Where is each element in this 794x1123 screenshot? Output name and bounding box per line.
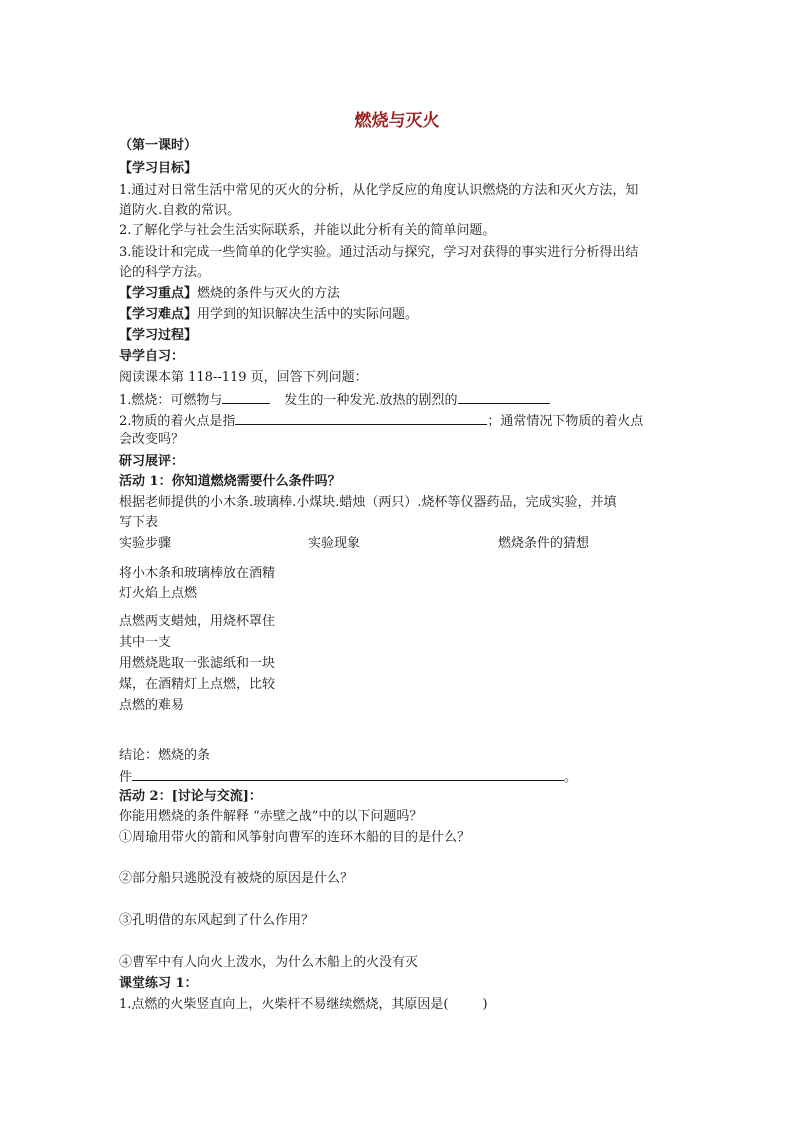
answer-blank-2[interactable] [458,390,550,404]
objective-2: 2.了解化学与社会生活实际联系，并能以此分析有关的简单问题。 [119,223,496,238]
answer-blank-1[interactable] [222,390,270,404]
activity-1-intro-line-1: 根据老师提供的小木条.玻璃棒.小煤块.蜡烛（两只）.烧杯等仪器药品，完成实验，并填 [119,495,617,510]
period-label: （第一课时） [119,138,198,153]
answer-blank-4[interactable] [132,767,564,781]
table-row-1-line-1: 将小木条和玻璃棒放在酒精 [119,566,276,581]
answer-blank-3[interactable] [235,411,487,425]
conclusion-label: 件 [119,770,133,785]
table-row-2-line-1: 点燃两支蜡烛，用烧杯罩住 [119,614,276,629]
table-header-steps: 实验步骤 [119,536,172,551]
practice-q1-text: 1.点燃的火柴竖直向上，火柴杆不易继续燃烧，其原因是( [119,997,449,1012]
activity-1-intro-line-2: 写下表 [119,515,159,530]
table-row-3-line-3: 点燃的难易 [119,698,185,713]
table-row-3-line-1: 用燃烧匙取一张滤纸和一块 [119,656,276,671]
preview-q1-part-1: 1.燃烧：可燃物与 [119,393,223,408]
conclusion-line-2 [119,767,577,787]
process-heading: 【学习过程】 [119,328,198,343]
practice-heading: 课堂练习 1： [119,976,198,991]
table-row-1-line-2: 灯火焰上点燃 [119,586,198,601]
activity-2-intro: 你能用燃烧的条件解释 “赤壁之战”中的以下问题吗？ [119,809,423,824]
activity-2-question-2: ②部分船只逃脱没有被烧的原因是什么？ [119,871,354,886]
conclusion-line-1: 结论：燃烧的条 [119,748,211,763]
preview-intro: 阅读课本第 118--119 页，回答下列问题： [119,370,368,385]
objectives-heading: 【学习目标】 [119,161,198,176]
difficulty-text: 用学到的知识解决生活中的实际问题。 [197,307,419,322]
table-row-3-line-2: 煤，在酒精灯上点燃，比较 [119,677,276,692]
objective-3-line-2: 论的科学方法。 [119,265,211,280]
objective-1-line-2: 道防火.自救的常识。 [119,203,241,218]
table-header-guess: 燃烧条件的猜想 [498,536,590,551]
practice-q1-end: ) [482,997,488,1012]
difficulty-line [119,306,418,324]
objective-3-line-1: 3.能设计和完成一些简单的化学实验。通过活动与探究，学习对获得的事实进行分析得出结 [119,245,639,260]
activity-2-question-3: ③孔明借的东风起到了什么作用？ [119,913,315,928]
study-heading: 研习展评： [119,454,185,469]
activity-2-question-1: ①周瑜用带火的箭和风筝射向曹军的连环木船的目的是什么？ [119,830,471,845]
preview-q1-part-2: 发生的一种发光.放热的剧烈的 [284,393,458,408]
preview-q2-part-2: ；通常情况下物质的着火点 [487,414,644,429]
activity-2-heading: 活动 2：[讨论与交流]： [119,789,262,804]
focus-line [119,285,340,303]
preview-heading: 导学自习： [119,349,185,364]
preview-q2-part-1: 2.物质的着火点是指 [119,414,236,429]
practice-question-1 [119,996,488,1014]
preview-question-2-cont: 会改变吗？ [119,432,185,447]
table-header-phenomenon: 实验现象 [308,536,361,551]
conclusion-end: 。 [564,770,578,785]
focus-text: 燃烧的条件与灭火的方法 [197,286,341,301]
objective-1-line-1: 1.通过对日常生活中常见的灭火的分析，从化学反应的角度认识燃烧的方法和灭火方法，知 [119,183,639,198]
preview-question-2 [119,411,643,431]
focus-label: 【学习重点】 [119,286,198,301]
difficulty-label: 【学习难点】 [119,307,198,322]
activity-2-question-4: ④曹军中有人向火上泼水，为什么木船上的火没有灭 [119,955,419,970]
document-title: 燃烧与灭火 [354,111,440,131]
preview-question-1 [119,390,550,410]
table-row-2-line-2: 其中一支 [119,635,172,650]
activity-1-heading: 活动 1：你知道燃烧需要什么条件吗？ [119,474,341,489]
